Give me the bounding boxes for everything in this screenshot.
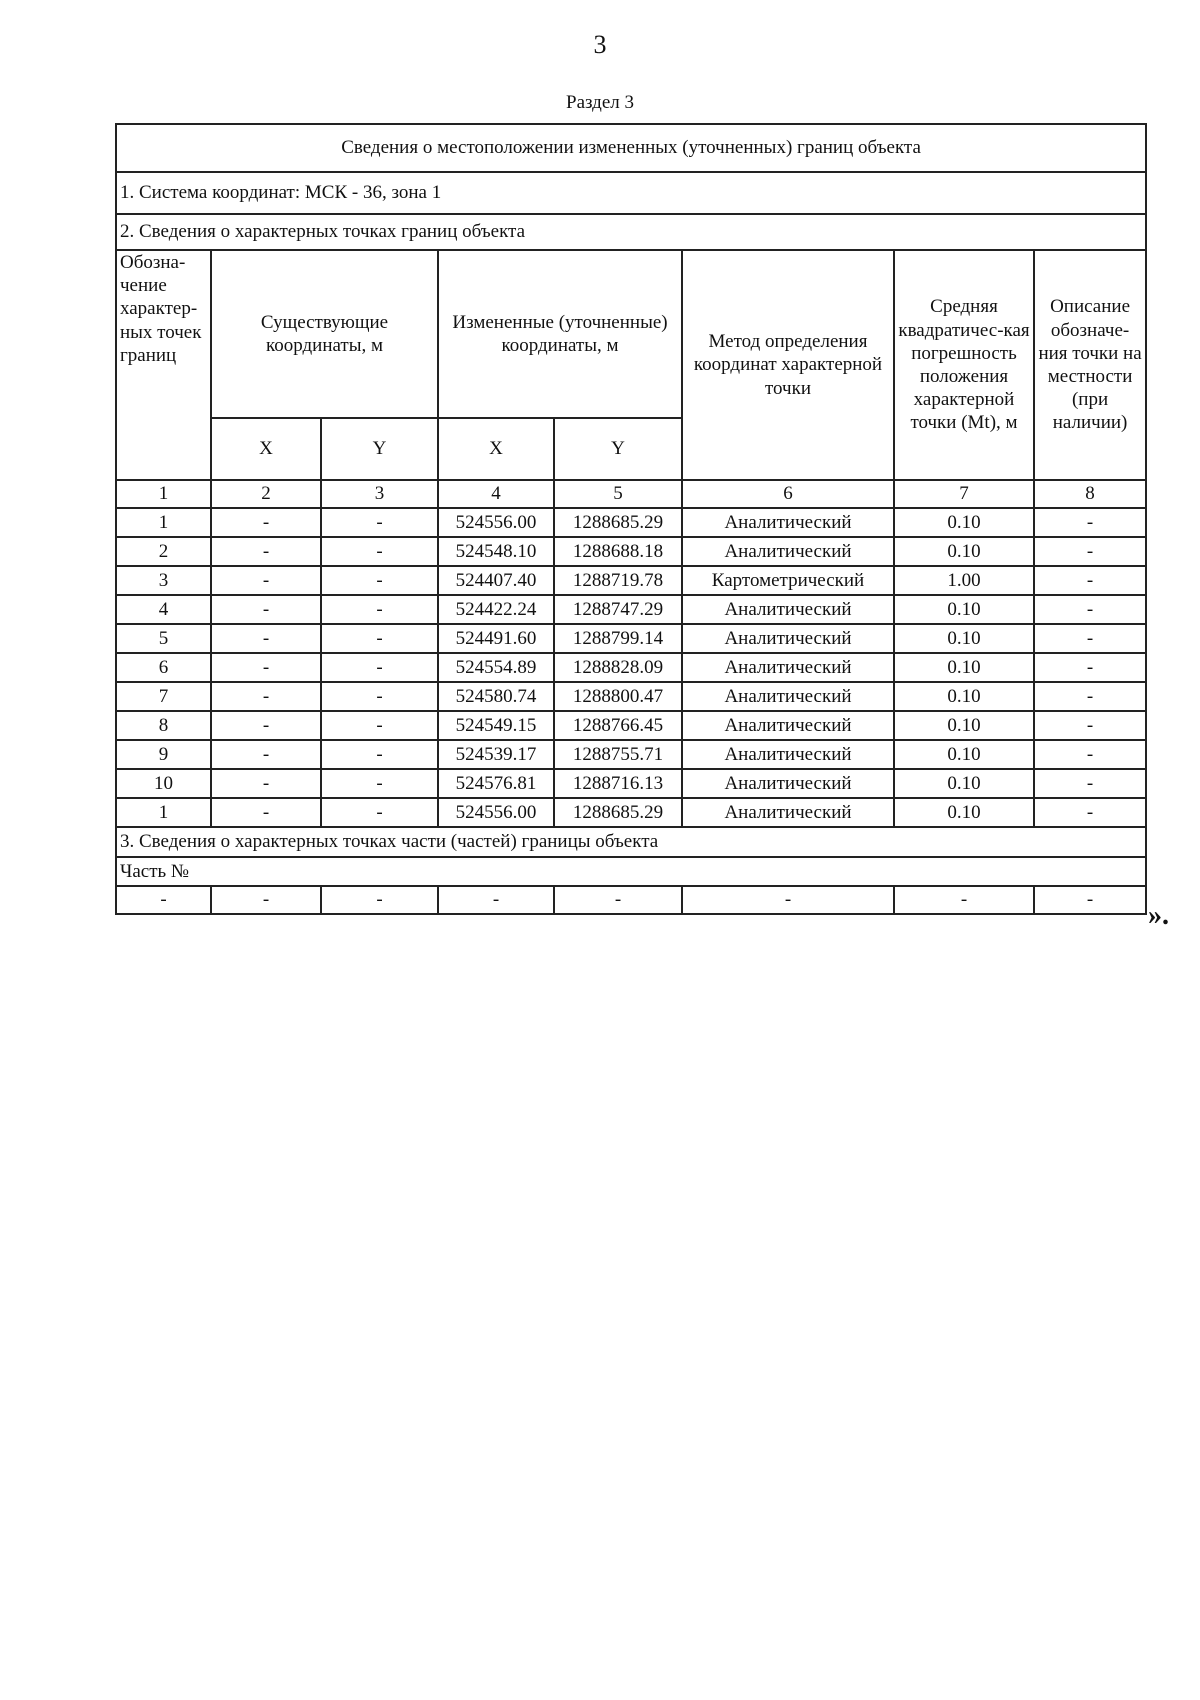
table-cell: 1288800.47 [554, 682, 682, 711]
table-cell: 1288766.45 [554, 711, 682, 740]
table-cell: 524549.15 [438, 711, 554, 740]
column-number: 4 [438, 480, 554, 508]
table-cell: - [211, 740, 321, 769]
header-changed-x: X [438, 418, 554, 480]
column-number: 8 [1034, 480, 1146, 508]
table-cell: - [1034, 595, 1146, 624]
table-cell: - [321, 508, 438, 537]
table-cell: 0.10 [894, 508, 1034, 537]
table-cell: - [321, 595, 438, 624]
table-cell: 524539.17 [438, 740, 554, 769]
table-cell: 1 [116, 508, 211, 537]
table-cell: 0.10 [894, 740, 1034, 769]
table-cell: Аналитический [682, 798, 894, 827]
table-cell: - [321, 798, 438, 827]
table-cell: 524407.40 [438, 566, 554, 595]
table-row [116, 537, 1146, 566]
table-cell: - [211, 886, 321, 914]
header-changed: Измененные (уточненные) координаты, м [438, 250, 682, 418]
table-cell: - [1034, 711, 1146, 740]
table-row [116, 566, 1146, 595]
column-number: 3 [321, 480, 438, 508]
column-number: 5 [554, 480, 682, 508]
header-existing: Существующие координаты, м [211, 250, 438, 418]
table-row [116, 798, 1146, 827]
table-cell: 0.10 [894, 711, 1034, 740]
closing-quote-mark: ». [1148, 900, 1169, 931]
table-cell: - [321, 653, 438, 682]
table-cell: - [1034, 682, 1146, 711]
table-cell: 10 [116, 769, 211, 798]
table-cell: 524491.60 [438, 624, 554, 653]
table-cell: 524576.81 [438, 769, 554, 798]
table-cell: Аналитический [682, 537, 894, 566]
table-row [116, 624, 1146, 653]
table-row [116, 595, 1146, 624]
table-cell: 1288688.18 [554, 537, 682, 566]
table-row [116, 740, 1146, 769]
table-cell: - [211, 711, 321, 740]
table-cell: - [1034, 740, 1146, 769]
points-heading-row: 2. Сведения о характерных точках границ объекта [116, 214, 1146, 250]
table-cell: - [1034, 886, 1146, 914]
table-cell: 7 [116, 682, 211, 711]
header-existing-x: X [211, 418, 321, 480]
table-cell: 3 [116, 566, 211, 595]
table-cell: - [321, 624, 438, 653]
table-cell: 0.10 [894, 682, 1034, 711]
table-cell: 0.10 [894, 595, 1034, 624]
table-cell: - [211, 653, 321, 682]
table-cell: 524422.24 [438, 595, 554, 624]
header-error: Средняя квадратичес-кая погрешность положения характерной точки (Mt), м [894, 250, 1034, 480]
header-designation: Обозна-чение характер-ных точек границ [116, 250, 211, 480]
table-cell: 1 [116, 798, 211, 827]
table-cell: 524556.00 [438, 508, 554, 537]
table-cell: 9 [116, 740, 211, 769]
table-cell: - [321, 886, 438, 914]
table-cell: 4 [116, 595, 211, 624]
table-cell: - [1034, 537, 1146, 566]
table-cell: - [321, 566, 438, 595]
section-title: Раздел 3 [566, 92, 634, 113]
table-cell: - [554, 886, 682, 914]
table-cell: Аналитический [682, 508, 894, 537]
table-cell: Аналитический [682, 653, 894, 682]
table-row [116, 653, 1146, 682]
table-cell: 1.00 [894, 566, 1034, 595]
table-cell: - [211, 798, 321, 827]
table-cell: - [1034, 653, 1146, 682]
table-row [116, 769, 1146, 798]
table-cell: - [211, 769, 321, 798]
table-cell: - [321, 682, 438, 711]
table-cell: Аналитический [682, 769, 894, 798]
column-numbers-row [116, 480, 1146, 508]
table-cell: - [1034, 566, 1146, 595]
table-cell: 1288685.29 [554, 508, 682, 537]
table-cell: 6 [116, 653, 211, 682]
table-cell: Аналитический [682, 682, 894, 711]
data-rows [116, 508, 1146, 827]
table-cell: 1288719.78 [554, 566, 682, 595]
header-existing-y: Y [321, 418, 438, 480]
table-cell: - [321, 537, 438, 566]
parts-heading-row: 3. Сведения о характерных точках части (частей) границы объекта [116, 827, 1146, 857]
table-cell: 0.10 [894, 653, 1034, 682]
coord-system-row: 1. Система координат: МСК - 36, зона 1 [116, 172, 1146, 214]
table-cell: - [682, 886, 894, 914]
table-cell: - [894, 886, 1034, 914]
table-cell: 1288716.13 [554, 769, 682, 798]
table-cell: Аналитический [682, 740, 894, 769]
table-cell: 524556.00 [438, 798, 554, 827]
table-cell: - [1034, 798, 1146, 827]
column-number: 7 [894, 480, 1034, 508]
table-cell: Аналитический [682, 624, 894, 653]
table-cell: - [321, 711, 438, 740]
table-cell: - [321, 740, 438, 769]
table-cell: - [211, 595, 321, 624]
table-cell: Аналитический [682, 595, 894, 624]
table-cell: 2 [116, 537, 211, 566]
table-cell: - [1034, 769, 1146, 798]
table-cell: - [116, 886, 211, 914]
table-cell: - [211, 508, 321, 537]
table-cell: 5 [116, 624, 211, 653]
table-cell: Картометрический [682, 566, 894, 595]
table-cell: 524580.74 [438, 682, 554, 711]
table-cell: 524548.10 [438, 537, 554, 566]
part-dash-row [116, 886, 1146, 914]
table-cell: 0.10 [894, 624, 1034, 653]
table-cell: 1288799.14 [554, 624, 682, 653]
table-title: Сведения о местоположении измененных (уточненных) границ объекта [116, 124, 1146, 172]
table-cell: 0.10 [894, 769, 1034, 798]
boundary-table [115, 123, 1147, 915]
page-number: 3 [593, 30, 607, 59]
table-cell: - [321, 769, 438, 798]
table-cell: 1288828.09 [554, 653, 682, 682]
table-cell: - [211, 624, 321, 653]
table-cell: Аналитический [682, 711, 894, 740]
header-description: Описание обозначе-ния точки на местности (при наличии) [1034, 250, 1146, 480]
table-cell: 0.10 [894, 537, 1034, 566]
table-cell: - [211, 537, 321, 566]
column-number: 2 [211, 480, 321, 508]
header-method: Метод определения координат характерной точки [682, 250, 894, 480]
column-number: 1 [116, 480, 211, 508]
table-cell: - [211, 682, 321, 711]
table-cell: 1288685.29 [554, 798, 682, 827]
table-cell: - [438, 886, 554, 914]
part-label-row: Часть № [116, 857, 1146, 886]
table-cell: 1288747.29 [554, 595, 682, 624]
table-row [116, 711, 1146, 740]
table-cell: - [1034, 624, 1146, 653]
table-cell: - [211, 566, 321, 595]
table-cell: 1288755.71 [554, 740, 682, 769]
table-row [116, 682, 1146, 711]
header-changed-y: Y [554, 418, 682, 480]
table-cell: 524554.89 [438, 653, 554, 682]
table-cell: 0.10 [894, 798, 1034, 827]
column-number: 6 [682, 480, 894, 508]
table-cell: 8 [116, 711, 211, 740]
table-row [116, 508, 1146, 537]
table-cell: - [1034, 508, 1146, 537]
